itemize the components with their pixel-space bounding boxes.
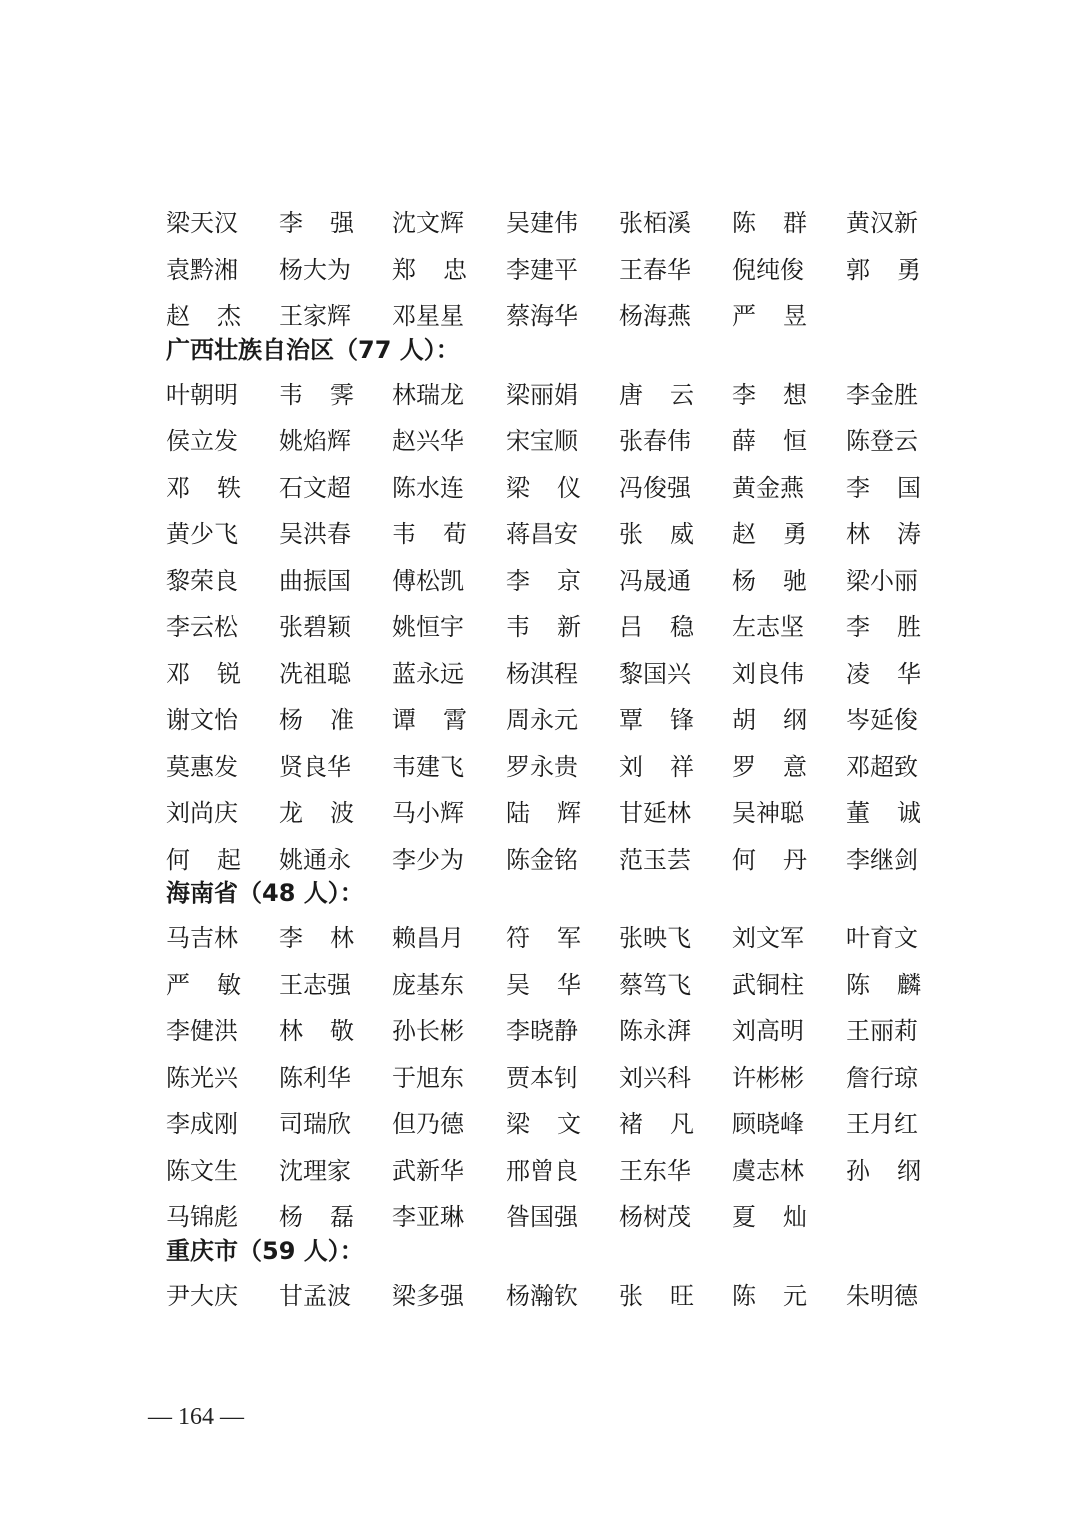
person-name: 韦建飞: [392, 752, 464, 781]
name-char: 胜: [897, 613, 921, 641]
person-name: 马锦彪: [166, 1203, 238, 1231]
name-char: 符: [506, 924, 530, 952]
person-name: 姚恒宇: [392, 613, 464, 641]
name-char: 杨: [279, 1203, 303, 1231]
name-char: 褚: [619, 1110, 643, 1138]
name-char: 纲: [897, 1156, 921, 1185]
person-name: [846, 604, 921, 651]
name-char: 群: [783, 209, 807, 237]
name-char: 文: [557, 1110, 581, 1138]
name-row: [166, 465, 946, 512]
name-row: [166, 372, 946, 419]
person-name: 陈金铭: [506, 845, 578, 874]
person-name: 朱明德: [846, 1281, 918, 1310]
person-name: 冯俊强: [619, 473, 691, 502]
person-name: 梁小丽: [846, 566, 918, 595]
person-name: [732, 837, 807, 884]
person-name: 李成刚: [166, 1110, 238, 1138]
person-name: [166, 465, 241, 512]
person-name: [846, 1148, 921, 1195]
name-char: 国: [897, 473, 921, 502]
person-name: 蓝永远: [392, 659, 464, 688]
name-char: 想: [783, 380, 807, 409]
person-name: 刘尚庆: [166, 799, 238, 827]
name-char: 京: [557, 566, 581, 595]
person-name: 甘孟波: [279, 1281, 351, 1310]
name-row: [166, 200, 946, 247]
name-char: 敏: [217, 970, 241, 999]
name-char: 陈: [846, 970, 870, 999]
name-char: 李: [846, 613, 870, 641]
person-name: 吴洪春: [279, 520, 351, 548]
person-name: 李建平: [506, 255, 578, 284]
person-name: 于旭东: [392, 1063, 464, 1092]
name-char: 诚: [897, 799, 921, 827]
name-char: 吕: [619, 613, 643, 641]
name-row: [166, 744, 946, 791]
name-char: 旺: [670, 1281, 694, 1310]
person-name: [619, 697, 694, 744]
name-char: 赵: [166, 302, 190, 330]
person-name: [732, 1273, 807, 1320]
person-name: 岑延俊: [846, 706, 918, 734]
name-row: [166, 790, 946, 837]
name-row: [166, 511, 946, 558]
person-name: 陈水连: [392, 473, 464, 502]
person-name: 李健洪: [166, 1017, 238, 1045]
name-char: 杨: [732, 566, 756, 595]
person-name: [279, 790, 354, 837]
person-name: [166, 837, 241, 884]
name-list: [166, 200, 946, 1319]
person-name: [732, 744, 807, 791]
person-name: 昝国强: [506, 1203, 578, 1231]
name-char: 勇: [897, 255, 921, 284]
name-char: 凌: [846, 659, 870, 688]
person-name: 赖昌月: [392, 924, 464, 952]
person-name: [846, 465, 921, 512]
person-name: [732, 418, 807, 465]
person-name: 王月红: [846, 1110, 918, 1138]
person-name: [846, 790, 921, 837]
person-name: [279, 1194, 354, 1241]
person-name: 姚焰辉: [279, 427, 351, 455]
person-name: 周永元: [506, 706, 578, 734]
name-char: 杨: [279, 706, 303, 734]
person-name: 沈文辉: [392, 209, 464, 237]
name-row: [166, 1055, 946, 1102]
name-char: 凡: [670, 1110, 694, 1138]
name-char: 张: [619, 520, 643, 548]
province-heading: 重庆市（59 人）：: [166, 1236, 364, 1265]
person-name: 詹行琼: [846, 1063, 918, 1092]
person-name: 贤良华: [279, 752, 351, 781]
name-char: 严: [732, 302, 756, 330]
person-name: [166, 293, 241, 340]
person-name: 李亚琳: [392, 1203, 464, 1231]
name-char: 灿: [783, 1203, 807, 1231]
person-name: 陈文生: [166, 1156, 238, 1185]
name-char: 李: [279, 924, 303, 952]
person-name: 袁黔湘: [166, 255, 238, 284]
name-char: 郑: [392, 255, 416, 284]
name-char: 林: [846, 520, 870, 548]
person-name: [619, 511, 694, 558]
name-char: 郭: [846, 255, 870, 284]
name-char: 稳: [670, 613, 694, 641]
name-char: 驰: [783, 566, 807, 595]
name-char: 张: [619, 1281, 643, 1310]
person-name: 李晓静: [506, 1017, 578, 1045]
person-name: 林瑞龙: [392, 380, 464, 409]
person-name: [166, 651, 241, 698]
name-char: 元: [783, 1281, 807, 1310]
person-name: [506, 604, 581, 651]
person-name: 曲振国: [279, 566, 351, 595]
name-row: [166, 418, 946, 465]
person-name: 王东华: [619, 1156, 691, 1185]
person-name: [279, 915, 354, 962]
name-char: 覃: [619, 706, 643, 734]
person-name: 梁天汉: [166, 209, 238, 237]
name-char: 李: [279, 209, 303, 237]
name-char: 军: [557, 924, 581, 952]
person-name: 邓超致: [846, 752, 918, 781]
name-row: [166, 837, 946, 884]
name-char: 磊: [330, 1203, 354, 1231]
person-name: 马吉林: [166, 924, 238, 952]
person-name: 许彬彬: [732, 1063, 804, 1092]
name-row: [166, 962, 946, 1009]
name-char: 陆: [506, 799, 530, 827]
name-char: 意: [783, 752, 807, 781]
person-name: [506, 962, 581, 1009]
person-name: 陈光兴: [166, 1063, 238, 1092]
name-row: [166, 1008, 946, 1055]
person-name: [506, 915, 581, 962]
person-name: 刘良伟: [732, 659, 804, 688]
name-char: 罗: [732, 752, 756, 781]
person-name: 杨大为: [279, 255, 351, 284]
person-name: [506, 1101, 581, 1148]
person-name: 甘延林: [619, 799, 691, 827]
name-char: 纲: [783, 706, 807, 734]
person-name: 陈利华: [279, 1063, 351, 1092]
name-char: 霄: [443, 706, 467, 734]
person-name: 孙长彬: [392, 1017, 464, 1045]
name-char: 涛: [897, 520, 921, 548]
person-name: 黎国兴: [619, 659, 691, 688]
person-name: 杨瀚钦: [506, 1281, 578, 1310]
person-name: [279, 372, 354, 419]
person-name: 叶育文: [846, 924, 918, 952]
person-name: 刘文军: [732, 924, 804, 952]
person-name: 黄少飞: [166, 520, 238, 548]
name-row: [166, 1148, 946, 1195]
name-char: 韦: [279, 380, 303, 409]
person-name: 赵兴华: [392, 427, 464, 455]
person-name: 王家辉: [279, 302, 351, 330]
name-row: [166, 247, 946, 294]
person-name: [846, 511, 921, 558]
name-char: 辉: [557, 799, 581, 827]
name-char: 起: [217, 845, 241, 874]
person-name: 贾本钊: [506, 1063, 578, 1092]
person-name: 蒋昌安: [506, 520, 578, 548]
name-char: 唐: [619, 380, 643, 409]
name-char: 锐: [217, 659, 241, 688]
person-name: 李金胜: [846, 380, 918, 409]
person-name: 左志坚: [732, 613, 804, 641]
person-name: [619, 1101, 694, 1148]
person-name: [506, 790, 581, 837]
name-char: 邓: [166, 473, 190, 502]
province-heading: 海南省（48 人）：: [166, 879, 364, 907]
person-name: 但乃德: [392, 1110, 464, 1138]
person-name: 邓星星: [392, 302, 464, 330]
person-name: [732, 372, 807, 419]
province-section: [166, 332, 946, 884]
person-name: 司瑞欣: [279, 1110, 351, 1138]
person-name: 宋宝顺: [506, 427, 578, 455]
name-char: 严: [166, 970, 190, 999]
person-name: 张春伟: [619, 427, 691, 455]
person-name: 张碧颖: [279, 613, 351, 641]
name-char: 华: [897, 659, 921, 688]
person-name: [619, 604, 694, 651]
person-name: [166, 962, 241, 1009]
person-name: 武铜柱: [732, 970, 804, 999]
person-name: 冼祖聪: [279, 659, 351, 688]
person-name: [506, 465, 581, 512]
name-row: [166, 1101, 946, 1148]
person-name: 陈登云: [846, 427, 918, 455]
name-char: 陈: [732, 209, 756, 237]
name-char: 霁: [330, 380, 354, 409]
province-section: [166, 200, 946, 340]
person-name: [846, 651, 921, 698]
name-char: 祥: [670, 752, 694, 781]
person-name: 李继剑: [846, 845, 918, 874]
name-char: 夏: [732, 1203, 756, 1231]
name-char: 丹: [783, 845, 807, 874]
name-char: 华: [557, 970, 581, 999]
name-char: 忠: [443, 255, 467, 284]
name-char: 荀: [443, 520, 467, 548]
person-name: 梁多强: [392, 1281, 464, 1310]
name-char: 勇: [783, 520, 807, 548]
person-name: 王丽莉: [846, 1017, 918, 1045]
name-char: 梁: [506, 473, 530, 502]
person-name: [279, 697, 354, 744]
person-name: 马小辉: [392, 799, 464, 827]
person-name: 沈理家: [279, 1156, 351, 1185]
name-char: 韦: [506, 613, 530, 641]
name-row: [166, 651, 946, 698]
name-row: [166, 293, 946, 340]
name-char: 龙: [279, 799, 303, 827]
name-char: 强: [330, 209, 354, 237]
person-name: 李少为: [392, 845, 464, 874]
name-char: 新: [557, 613, 581, 641]
person-name: 石文超: [279, 473, 351, 502]
person-name: 庞基东: [392, 970, 464, 999]
name-char: 敬: [330, 1017, 354, 1045]
person-name: 黎荣良: [166, 566, 238, 595]
person-name: 尹大庆: [166, 1281, 238, 1310]
name-char: 昱: [783, 302, 807, 330]
person-name: 冯晟通: [619, 566, 691, 595]
name-row: [166, 558, 946, 605]
person-name: 吴建伟: [506, 209, 578, 237]
person-name: 张映飞: [619, 924, 691, 952]
name-row: [166, 1273, 946, 1320]
name-char: 麟: [897, 970, 921, 999]
person-name: 邢曾良: [506, 1156, 578, 1185]
person-name: 刘高明: [732, 1017, 804, 1045]
person-name: 梁丽娟: [506, 380, 578, 409]
person-name: [392, 511, 467, 558]
person-name: [732, 558, 807, 605]
person-name: 杨海燕: [619, 302, 691, 330]
name-char: 韦: [392, 520, 416, 548]
name-char: 何: [166, 845, 190, 874]
person-name: [506, 558, 581, 605]
name-char: 孙: [846, 1156, 870, 1185]
person-name: [619, 1273, 694, 1320]
person-name: 傅松凯: [392, 566, 464, 595]
name-char: 轶: [217, 473, 241, 502]
name-char: 梁: [506, 1110, 530, 1138]
person-name: 虞志林: [732, 1156, 804, 1185]
name-char: 陈: [732, 1281, 756, 1310]
name-char: 杰: [217, 302, 241, 330]
name-row: [166, 1194, 946, 1241]
name-char: 何: [732, 845, 756, 874]
person-name: 刘兴科: [619, 1063, 691, 1092]
person-name: 蔡笃飞: [619, 970, 691, 999]
person-name: 谢文怡: [166, 706, 238, 734]
person-name: [732, 200, 807, 247]
person-name: 杨淇程: [506, 659, 578, 688]
person-name: 侯立发: [166, 427, 238, 455]
person-name: 倪纯俊: [732, 255, 804, 284]
person-name: [392, 247, 467, 294]
name-char: 仪: [557, 473, 581, 502]
person-name: 王志强: [279, 970, 351, 999]
person-name: [392, 697, 467, 744]
name-char: 李: [846, 473, 870, 502]
name-char: 李: [732, 380, 756, 409]
person-name: 范玉芸: [619, 845, 691, 874]
person-name: 武新华: [392, 1156, 464, 1185]
name-char: 波: [330, 799, 354, 827]
name-char: 刘: [619, 752, 643, 781]
person-name: [846, 247, 921, 294]
name-row: [166, 604, 946, 651]
name-char: 林: [330, 924, 354, 952]
person-name: 黄汉新: [846, 209, 918, 237]
person-name: 陈永湃: [619, 1017, 691, 1045]
name-char: 薛: [732, 427, 756, 455]
person-name: 王春华: [619, 255, 691, 284]
person-name: 吴神聪: [732, 799, 804, 827]
province-section: [166, 875, 946, 1241]
person-name: [732, 1194, 807, 1241]
name-char: 云: [670, 380, 694, 409]
name-char: 李: [506, 566, 530, 595]
person-name: [732, 511, 807, 558]
name-char: 胡: [732, 706, 756, 734]
name-char: 准: [330, 706, 354, 734]
person-name: [732, 293, 807, 340]
person-name: 罗永贵: [506, 752, 578, 781]
person-name: 黄金燕: [732, 473, 804, 502]
province-section: [166, 1233, 946, 1320]
name-char: 董: [846, 799, 870, 827]
person-name: 张栢溪: [619, 209, 691, 237]
person-name: 李云松: [166, 613, 238, 641]
province-heading: 广西壮族自治区（77 人）：: [166, 335, 460, 364]
name-row: [166, 697, 946, 744]
person-name: 顾晓峰: [732, 1110, 804, 1138]
person-name: 莫惠发: [166, 752, 238, 781]
person-name: 蔡海华: [506, 302, 578, 330]
name-char: 林: [279, 1017, 303, 1045]
person-name: [279, 1008, 354, 1055]
name-char: 谭: [392, 706, 416, 734]
name-char: 邓: [166, 659, 190, 688]
person-name: [279, 200, 354, 247]
name-char: 吴: [506, 970, 530, 999]
person-name: [619, 744, 694, 791]
person-name: [732, 697, 807, 744]
person-name: [619, 372, 694, 419]
person-name: 叶朝明: [166, 380, 238, 409]
person-name: 杨树茂: [619, 1203, 691, 1231]
page-number: — 164 —: [148, 1404, 244, 1430]
person-name: [846, 962, 921, 1009]
name-char: 恒: [783, 427, 807, 455]
person-name: 姚通永: [279, 845, 351, 874]
name-char: 赵: [732, 520, 756, 548]
name-char: 锋: [670, 706, 694, 734]
name-row: [166, 915, 946, 962]
name-char: 威: [670, 520, 694, 548]
